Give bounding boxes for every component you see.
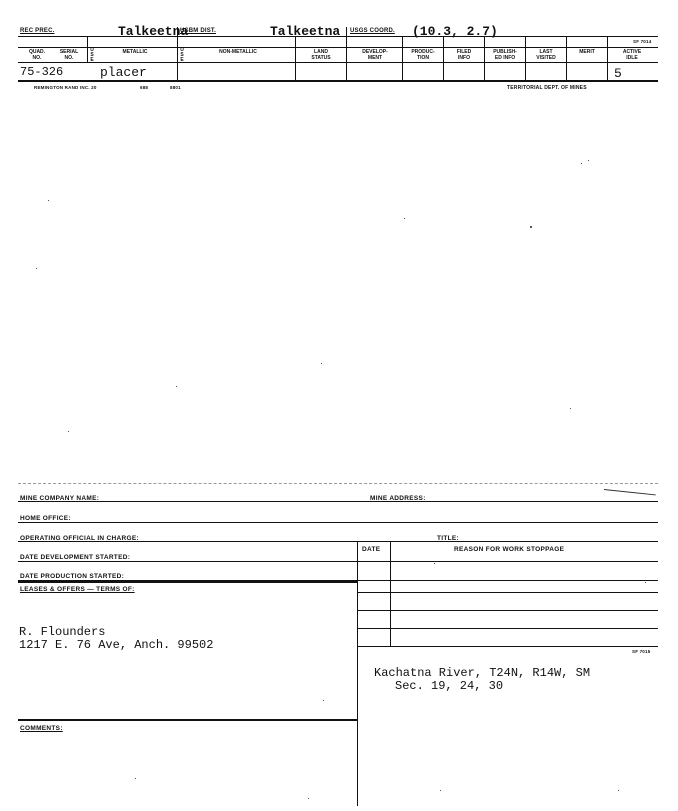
use-metallic-header: U S E — [90, 47, 94, 63]
metallic-header: METALLIC — [122, 49, 148, 55]
bottom-form-number: SF 7015 — [632, 649, 651, 654]
printer-code-2: 8801 — [170, 85, 181, 90]
date-column-label: DATE — [362, 546, 381, 553]
last-visited-header: LAST VISITED — [536, 49, 556, 61]
land-status-header: LAND STATUS — [311, 49, 331, 61]
location-line-2: Sec. 19, 24, 30 — [395, 679, 504, 693]
non-metallic-header: NON-METALLIC — [219, 49, 257, 55]
serial-no-header: SERIAL NO. — [59, 49, 79, 61]
filed-info-header: FILED INFO — [456, 49, 472, 61]
metallic-value: placer — [100, 65, 147, 80]
department-imprint: TERRITORIAL DEPT. OF MINES — [507, 85, 587, 91]
mine-company-label: MINE COMPANY NAME: — [20, 495, 100, 502]
production-header: PRODUC- TION — [411, 49, 435, 61]
printer-code-1: 688 — [140, 85, 149, 90]
location-line-1: Kachatna River, T24N, R14W, SM — [374, 666, 591, 680]
date-production-label: DATE PRODUCTION STARTED: — [20, 573, 125, 580]
printer-imprint: REMINGTON RAND INC. 20 — [34, 85, 97, 90]
published-info-header: PUBLISH- ED INFO — [493, 49, 517, 61]
usgs-coord-value: (10.3, 2.7) — [412, 24, 498, 39]
rec-prec-label: REC PREC. — [20, 28, 55, 34]
home-office-label: HOME OFFICE: — [20, 515, 71, 522]
leases-offers-label: LEASES & OFFERS — TERMS OF: — [20, 586, 135, 593]
active-idle-header: ACTIVE IDLE — [622, 49, 642, 61]
usbm-dist-label: USBM DIST. — [180, 28, 217, 34]
quad-serial-value: 75-326 — [20, 65, 64, 79]
merit-header: MERIT — [579, 49, 595, 55]
rec-prec-value: Talkeetna — [118, 24, 189, 39]
usbm-dist-value: Talkeetna — [270, 24, 341, 39]
comments-label: COMMENTS: — [20, 725, 63, 732]
operating-official-label: OPERATING OFFICIAL IN CHARGE: — [20, 535, 139, 542]
quad-no-header: QUAD. NO. — [28, 49, 46, 61]
date-development-label: DATE DEVELOPMENT STARTED: — [20, 554, 131, 561]
lessee-name: R. Flounders — [19, 625, 106, 639]
title-label: TITLE: — [437, 535, 460, 542]
form-number: SF 7014 — [633, 39, 652, 44]
lessee-address: 1217 E. 76 Ave, Anch. 99502 — [19, 638, 214, 652]
reason-stoppage-label: REASON FOR WORK STOPPAGE — [454, 546, 565, 553]
active-idle-mark: 5 — [614, 66, 622, 81]
usgs-coord-label: USGS COORD. — [350, 28, 395, 34]
development-header: DEVELOP- MENT — [362, 49, 388, 61]
mine-address-label: MINE ADDRESS: — [370, 495, 426, 502]
use-nonmetallic-header: U S E — [180, 47, 184, 63]
